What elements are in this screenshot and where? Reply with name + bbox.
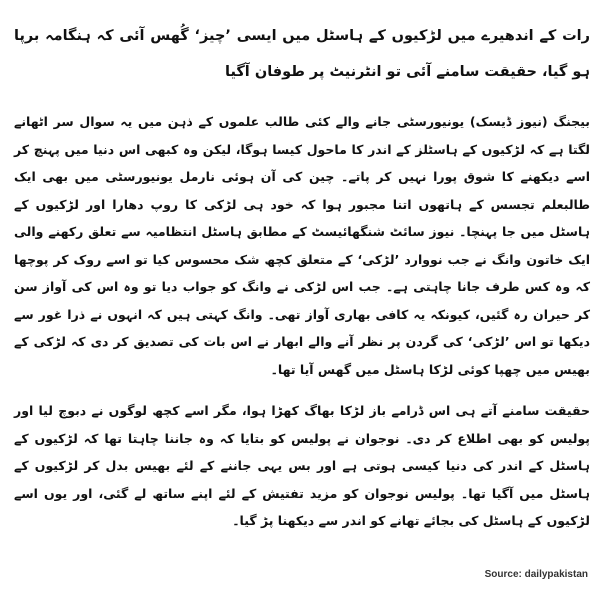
news-article [14,18,590,549]
article-paragraph: حقیقت سامنے آتے ہی اس ڈرامے باز لڑکا بھاگ کھڑا ہوا، مگر اسے کچھ لوگوں نے دبوچ لیا اور پولیس کو بھی اطلاع کر دی۔ نوجوان نے پولیس کو بتایا کہ وہ جاننا چاہتا تھا کہ لڑکیوں کے ہاسٹل کے اندر کی دنیا کیسی ہوتی ہے اور بس یہی جاننے کے لئے بھیس بدل کر لڑکیوں کے ہاسٹل میں آگیا تھا۔ پولیس نوجوان کو مزید تفتیش کے لئے اپنے ساتھ لے گئی، اور یوں اسے لڑکیوں کے ہاسٹل کی بجائے تھانے کو اندر سے دیکھنا پڑ گیا۔ [14,403,590,528]
article-source: Source: dailypakistan [484,569,588,580]
article-paragraph: بیجنگ (نیوز ڈیسک) یونیورسٹی جانے والے کئی طالب علموں کے ذہن میں یہ سوال سر اٹھانے لگتا ہے کہ لڑکیوں کے ہاسٹلز کے اندر کا ماحول کیسا ہوگا، لیکن وہ کبھی اس دنیا میں پہنچ کر اسے دیکھنے کا شوق پورا نہیں کر پاتے۔ چین کی آن ہوئی نارمل یونیورسٹی میں بھی ایک طالبعلم تجسس کے ہاتھوں اتنا مجبور ہوا کہ خود ہی لڑکی کا روپ دھارا اور لڑکیوں کے ہاسٹل میں جا پہنچا۔ نیوز سائٹ شنگھائیسٹ کے مطابق ہاسٹل انتظامیہ سے تعلق رکھنے والی ایک خاتون وانگ نے جب نووارد ’لڑکی‘ کے متعلق کچھ شک محسوس کیا تو اسے روک کر پوچھا کہ وہ کس طرف جانا چاہتی ہے۔ جب اس لڑکی نے وانگ کو جواب دیا تو وہ اس کی آواز سن کر حیران رہ گئیں، کیونکہ یہ کافی بھاری آواز تھی۔ وانگ کہتی ہیں کہ انہوں نے ذرا غور سے دیکھا تو اس ’لڑکی‘ کی گردن پر نظر آنے والے ابھار نے اس بات کی تصدیق کر دی کہ لڑکی کے بھیس میں چھپا کوئی لڑکا ہاسٹل میں گھس آیا تھا۔ [14,114,590,377]
article-headline: رات کے اندھیرے میں لڑکیوں کے ہاسٹل میں ایسی ’چیز‘ گُھس آئی کہ ہنگامہ برپا ہو گیا، حقیقت سامنے آئی تو انٹرنیٹ پر طوفان آگیا [14,28,590,80]
